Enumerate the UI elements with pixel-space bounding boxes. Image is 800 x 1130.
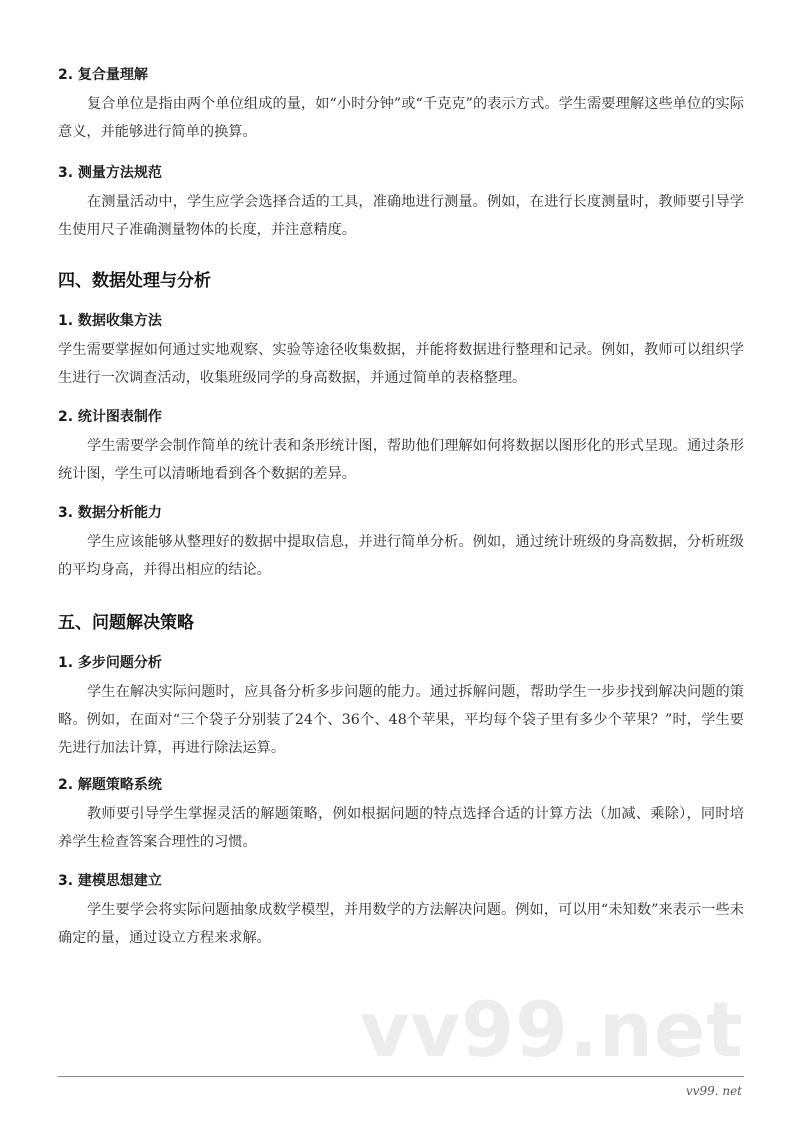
section-heading-problem-solving: 五、问题解决策略: [58, 613, 194, 633]
paragraph-measurement-method: 在测量活动中，学生应学会选择合适的工具，准确地进行测量。例如，在进行长度测量时，教师要引导学生使用尺子准确测量物体的长度，并注意精度。: [58, 194, 744, 238]
paragraph-multistep-problems: 学生在解决实际问题时，应具备分析多步问题的能力。通过拆解问题，帮助学生一步步找到解决问题的策略。例如，在面对“三个袋子分别装了24个、36个、48个苹果，平均每个袋子里有多少个苹果？”时，学生要先进行加法计算，再进行除法运算。: [58, 684, 744, 756]
subheading-modeling: 3. 建模思想建立: [58, 873, 162, 889]
footer-divider: [58, 1076, 744, 1077]
subheading-compound-quantity: 2. 复合量理解: [58, 67, 148, 83]
subheading-data-collection: 1. 数据收集方法: [58, 313, 162, 329]
paragraph-compound-quantity: 复合单位是指由两个单位组成的量，如“小时分钟”或“千克克”的表示方式。学生需要理解这些单位的实际意义，并能够进行简单的换算。: [58, 96, 744, 140]
subheading-strategy-system: 2. 解题策略系统: [58, 777, 162, 793]
paragraph-chart-making: 学生需要学会制作简单的统计表和条形统计图，帮助他们理解如何将数据以图形化的形式呈现。通过条形统计图，学生可以清晰地看到各个数据的差异。: [58, 438, 744, 482]
subheading-multistep-problems: 1. 多步问题分析: [58, 655, 162, 671]
subheading-chart-making: 2. 统计图表制作: [58, 409, 162, 425]
subheading-data-analysis: 3. 数据分析能力: [58, 505, 162, 521]
paragraph-modeling: 学生要学会将实际问题抽象成数学模型，并用数学的方法解决问题。例如，可以用“未知数”来表示一些未确定的量，通过设立方程来求解。: [58, 902, 744, 946]
paragraph-data-collection: 学生需要掌握如何通过实地观察、实验等途径收集数据，并能将数据进行整理和记录。例如，教师可以组织学生进行一次调查活动，收集班级同学的身高数据，并通过简单的表格整理。: [58, 342, 744, 386]
subheading-measurement-method: 3. 测量方法规范: [58, 165, 162, 181]
watermark: vv99.net: [360, 985, 744, 1074]
section-heading-data-processing: 四、数据处理与分析: [58, 271, 211, 291]
paragraph-strategy-system: 教师要引导学生掌握灵活的解题策略，例如根据问题的特点选择合适的计算方法（加减、乘除），同时培养学生检查答案合理性的习惯。: [58, 806, 744, 850]
paragraph-data-analysis: 学生应该能够从整理好的数据中提取信息，并进行简单分析。例如，通过统计班级的身高数据，分析班级的平均身高，并得出相应的结论。: [58, 534, 744, 578]
footer-site-label: vv99. net: [685, 1084, 742, 1098]
